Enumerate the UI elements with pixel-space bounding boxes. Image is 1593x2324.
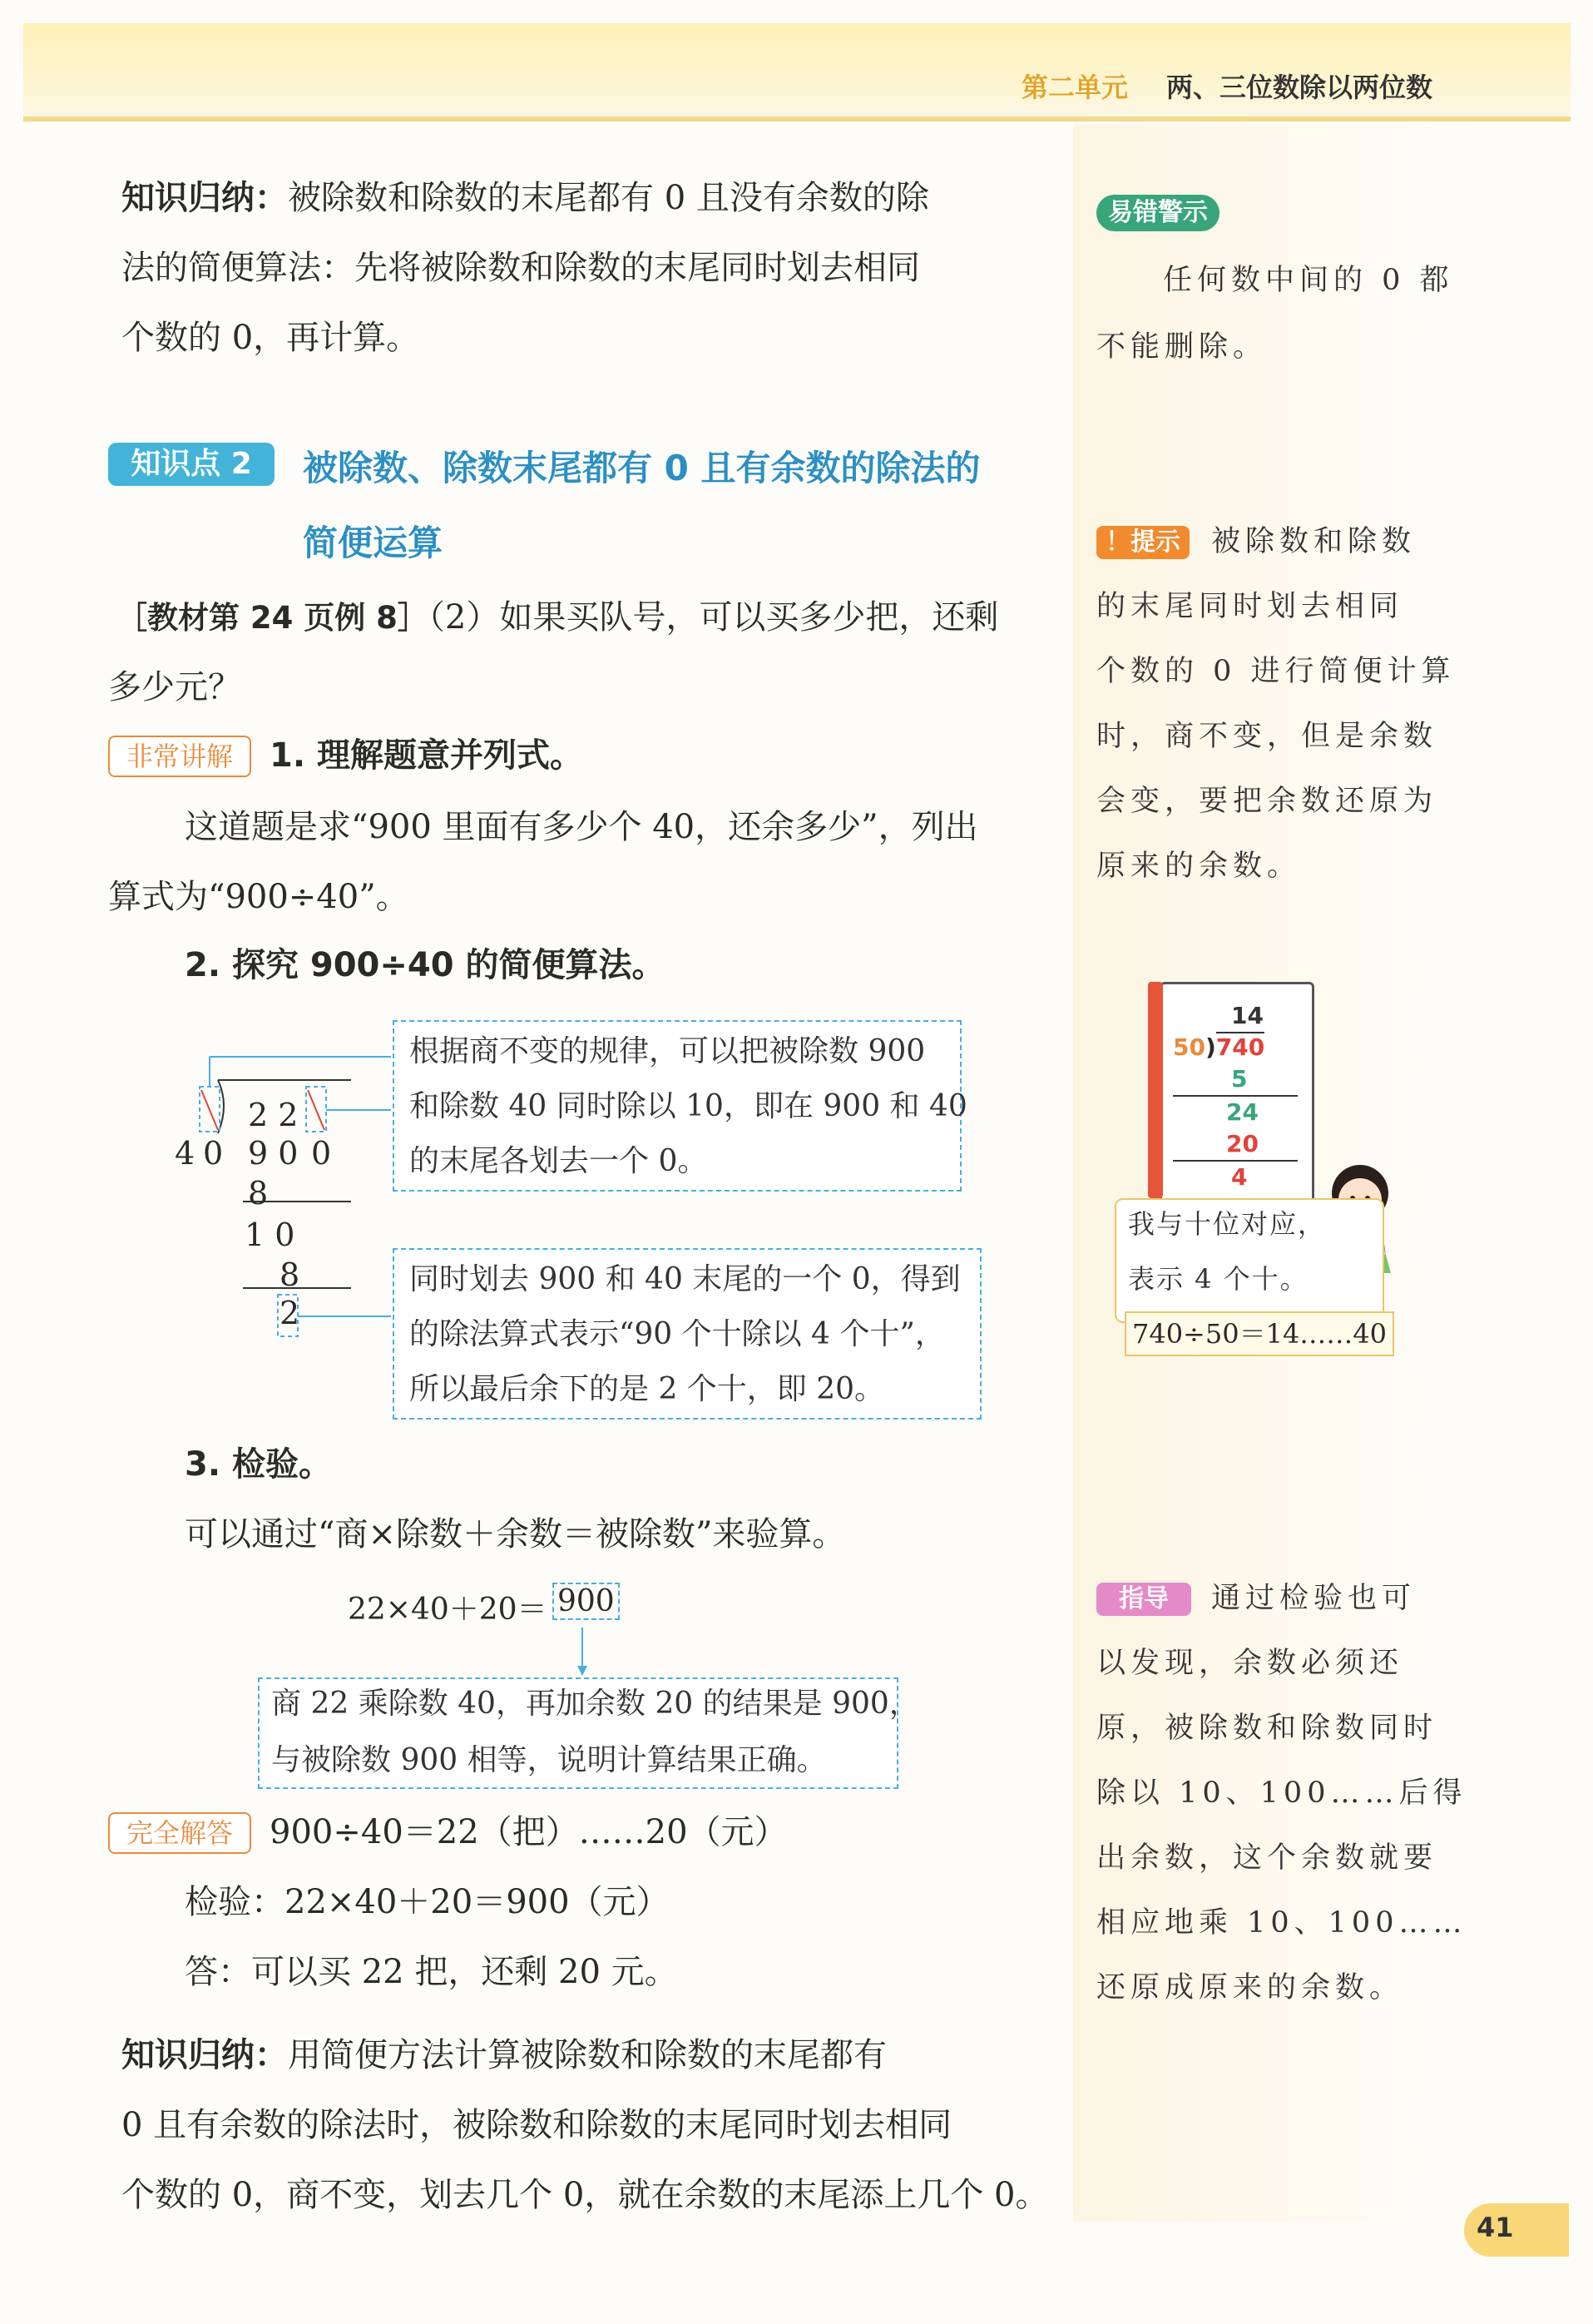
illustration-formula: 740÷50＝14……40 — [1125, 1311, 1394, 1356]
division-divisor: 4 — [175, 1135, 195, 1172]
board-quotient: 14 — [1231, 1002, 1264, 1029]
step2-heading: 2. 探究 900÷40 的简便算法。 — [185, 946, 665, 984]
division-quotient: 2 2 — [248, 1097, 299, 1133]
tip-line2: 的末尾同时划去相同 — [1096, 590, 1404, 623]
board-row3: 20 — [1226, 1130, 1259, 1157]
step1-heading: 1. 理解题意并列式。 — [270, 736, 583, 775]
explain-tag: 非常讲解 — [108, 736, 251, 777]
board-division-row: 50)740 — [1173, 1033, 1265, 1061]
summary2-line2: 0 且有余数的除法时，被除数和除数的末尾同时划去相同 — [121, 2106, 952, 2144]
guide-line7: 还原成原来的余数。 — [1096, 1971, 1404, 2004]
summary2-line3: 个数的 0，商不变，划去几个 0，就在余数的末尾添上几个 0。 — [121, 2176, 1049, 2214]
callout1-line2: 和除数 40 同时除以 10，即在 900 和 40 — [409, 1089, 967, 1123]
answer-line3: 答：可以买 22 把，还剩 20 元。 — [185, 1953, 678, 1991]
check-result: 900 — [552, 1583, 620, 1620]
long-division-diagram — [150, 1007, 399, 1340]
knowledge-point-tag: 知识点 2 — [108, 443, 275, 486]
tip-line1: 被除数和除数 — [1211, 525, 1417, 558]
board-spine — [1148, 982, 1163, 1198]
guide-line1: 通过检验也可 — [1211, 1582, 1417, 1615]
division-dividend-zero: 0 — [311, 1135, 332, 1172]
callout1-line1: 根据商不变的规律，可以把被除数 900 — [409, 1034, 926, 1068]
answer-line1: 900÷40＝22（把）……20（元） — [270, 1813, 788, 1851]
callout2-line3: 所以最后余下的是 2 个十，即 20。 — [409, 1372, 885, 1406]
board-calculation — [1173, 1000, 1298, 1193]
summary1-line3: 个数的 0，再计算。 — [121, 319, 420, 357]
board-remainder: 4 — [1173, 1160, 1298, 1193]
warning-tag: 易错警示 — [1096, 195, 1219, 231]
check-line1: 商 22 乘除数 40，再加余数 20 的结果是 900， — [271, 1687, 919, 1721]
answer-line2: 检验：22×40＋20＝900（元） — [185, 1883, 670, 1921]
guide-line3: 原，被除数和除数同时 — [1096, 1712, 1438, 1745]
example-line1: ［教材第 24 页例 8］（2）如果买队号，可以买多少把，还剩 — [116, 598, 999, 637]
kp2-title-line1: 被除数、除数末尾都有 0 且有余数的除法的 — [303, 448, 981, 488]
check-description: 可以通过“商×除数＋余数＝被除数”来验算。 — [185, 1515, 846, 1553]
division-divisor-zero: 0 — [203, 1135, 224, 1172]
unit-label: 第二单元 — [1022, 72, 1129, 103]
summary2-line1: 知识归纳：用简便方法计算被除数和除数的末尾都有 — [121, 2036, 887, 2074]
guide-line2: 以发现，余数必须还 — [1096, 1647, 1404, 1680]
chapter-title: 两、三位数除以两位数 — [1166, 72, 1433, 103]
header-divider — [23, 116, 1571, 121]
answer-tag: 完全解答 — [108, 1812, 251, 1854]
tip-line4: 时，商不变，但是余数 — [1096, 720, 1438, 753]
tip-line5: 会变，要把余数还原为 — [1096, 785, 1438, 818]
warning-line2: 不能删除。 — [1096, 330, 1268, 364]
division-dividend: 9 0 — [248, 1135, 299, 1172]
explain-para-line2: 算式为“900÷40”。 — [108, 878, 409, 916]
explain-para-line1: 这道题是求“900 里面有多少个 40，还余多少”，列出 — [185, 808, 978, 846]
division-row1: 8 — [248, 1175, 269, 1212]
callout2-line1: 同时划去 900 和 40 末尾的一个 0，得到 — [409, 1262, 961, 1296]
board-row1: 5 — [1231, 1065, 1248, 1093]
board-row2: 24 — [1173, 1095, 1298, 1128]
warning-line1: 任何数中间的 0 都 — [1163, 264, 1454, 297]
summary1-line2: 法的简便算法：先将被除数和除数的末尾同时划去相同 — [121, 249, 920, 287]
callout1-line3: 的末尾各划去一个 0。 — [409, 1144, 708, 1178]
step3-heading: 3. 检验。 — [185, 1445, 332, 1484]
callout2-line2: 的除法算式表示“90 个十除以 4 个十”， — [409, 1317, 945, 1351]
speech-line2: 表示 4 个十。 — [1128, 1263, 1309, 1295]
guide-tag: 指导 — [1096, 1583, 1191, 1616]
division-remainder: 2 — [280, 1295, 300, 1331]
guide-line4: 除以 10、100……后得 — [1096, 1776, 1467, 1810]
division-row3: 8 — [280, 1256, 300, 1293]
summary1-line1: 知识归纳：被除数和除数的末尾都有 0 且没有余数的除 — [121, 179, 929, 217]
tip-line6: 原来的余数。 — [1096, 850, 1302, 883]
speech-line1: 我与十位对应， — [1128, 1208, 1327, 1240]
tip-line3: 个数的 0 进行简便计算 — [1096, 655, 1456, 688]
check-arrow — [574, 1628, 591, 1677]
check-formula: 22×40＋20＝ — [348, 1593, 547, 1627]
check-line2: 与被除数 900 相等，说明计算结果正确。 — [271, 1743, 827, 1777]
example-line2: 多少元？ — [108, 668, 241, 706]
page-number: 41 — [1477, 2212, 1514, 2243]
guide-line5: 出余数，这个余数就要 — [1096, 1841, 1438, 1875]
guide-line6: 相应地乘 10、100…… — [1096, 1906, 1467, 1940]
tip-tag: ！提示 — [1096, 526, 1190, 559]
division-row2: 1 0 — [245, 1217, 295, 1253]
kp2-title-line2: 简便运算 — [303, 523, 443, 563]
